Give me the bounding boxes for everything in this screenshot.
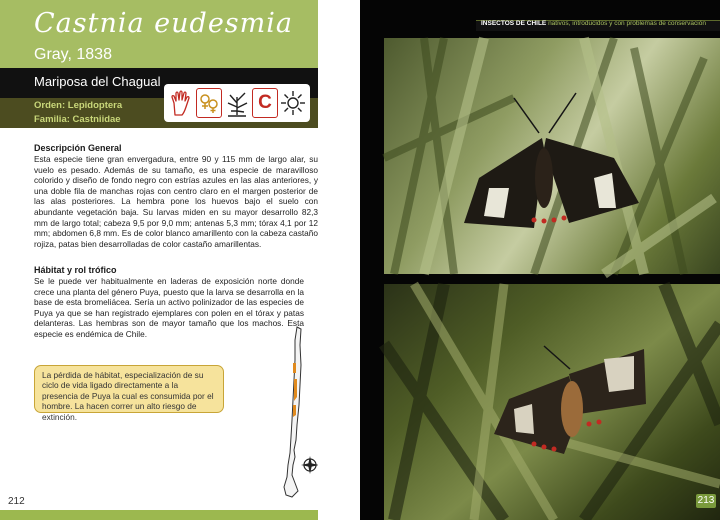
running-header-main: INSECTOS DE CHILE xyxy=(481,20,547,27)
distribution-area xyxy=(293,405,296,417)
habitat-heading: Hábitat y rol trófico xyxy=(34,265,117,275)
conservation-callout: La pérdida de hábitat, especialización de su ciclo de vida ligado directamente a la presencia de Puya la cual es consumida por el hombre. La hacen correr un alto riesgo de extinción. xyxy=(34,365,224,413)
species-name: Castnia eudesmia xyxy=(34,8,293,39)
page-number-right: 213 xyxy=(697,495,715,506)
chile-distribution-map xyxy=(270,325,320,505)
status-icons-box xyxy=(164,84,310,122)
butterfly-figure xyxy=(494,346,646,454)
butterfly-photo-bottom xyxy=(384,284,720,520)
running-header-sub: nativos, introducidos y con problemas de conservación xyxy=(546,20,706,27)
hand-icon xyxy=(168,88,194,118)
taxonomy-family: Familia: Castniidae xyxy=(34,114,121,125)
taxonomy-order: Orden: Lepidoptera xyxy=(34,100,123,111)
gutter xyxy=(318,0,360,520)
species-author: Gray, 1838 xyxy=(34,46,112,63)
conservation-c-icon xyxy=(252,88,278,118)
distribution-area xyxy=(293,363,296,373)
description-heading: Descripción General xyxy=(34,143,122,153)
description-text: Esta especie tiene gran envergadura, entre 90 y 115 mm de largo alar, su vuelo es pesado. Además de su tamaño, es una especie de maravilloso colorido y diseño de fondo negro con estrías azules en las alas anteriores, y una doble fila de manchas rojas con centro claro en el margen posterior de las alas posteriores. La hembra pone los huevos bajo el suelo con abundante vegetación baja. Su larvas miden en su mayor desarrollo 82,3 mm de largo total; cabeza 9,5 por 9,0 mm; antenas 5,3 mm; tórax 4,1 por 12 mm; abdomen 6,8 mm. Es de color blanco amarillento con la cabeza castaño rojiza, patas bien desarrolladas de color castaño amarillentas. xyxy=(34,154,318,249)
butterfly-photo-top xyxy=(384,38,720,274)
page-number-left: 212 xyxy=(8,496,25,507)
common-name: Mariposa del Chagual xyxy=(34,74,161,89)
sun-flower-icon xyxy=(280,88,306,118)
compass-icon xyxy=(301,456,319,474)
gender-symbols-icon xyxy=(196,88,222,118)
conservation-c-label: C xyxy=(258,92,272,113)
habitat-text: Se le puede ver habitualmente en laderas de exposición norte donde crece una planta del género Puya, puesto que la larva se desarrolla en la base de esta bromeliácea. Sería un activo polinizador de las especies de Puya ya que se han registrado ejemplares con polen en el tórax y patas delanteras. Las hembras son de mayor tamaño que los machos. Esta especie es endémica de Chile. xyxy=(34,276,304,339)
running-header xyxy=(481,20,706,27)
left-footer-bar xyxy=(0,510,318,520)
plant-icon xyxy=(224,88,250,118)
